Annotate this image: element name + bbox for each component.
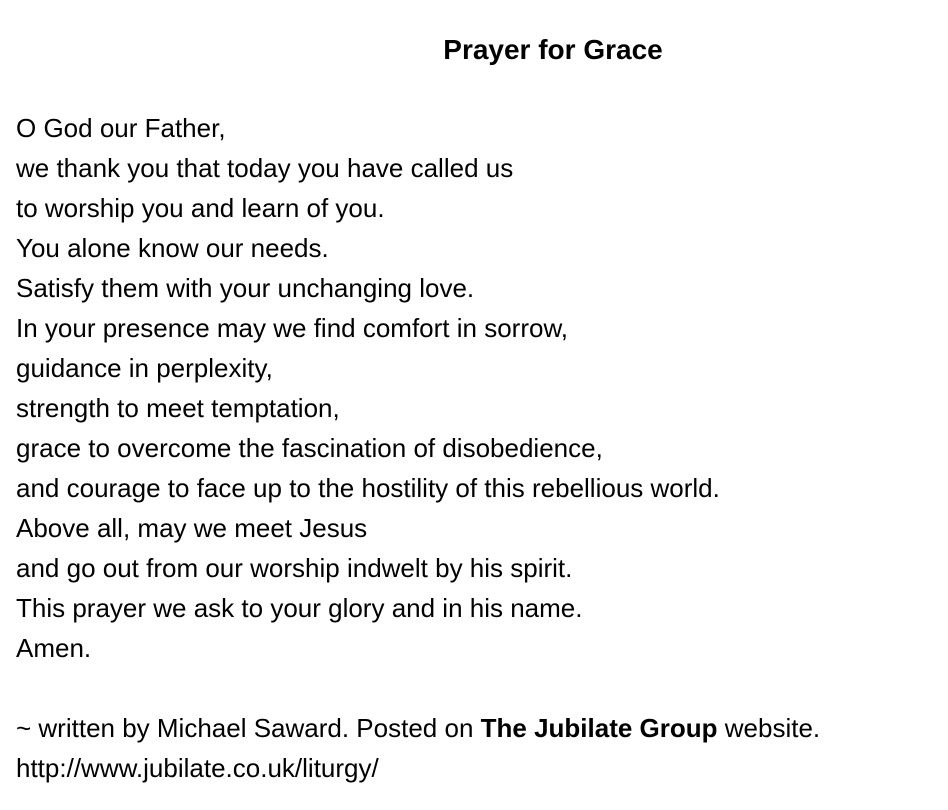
attribution-line [16,708,820,748]
prayer-line: and go out from our worship indwelt by his spirit. [16,553,573,583]
attribution-prefix: ~ written by Michael Saward. Posted on [16,713,481,743]
prayer-line: Satisfy them with your unchanging love. [16,273,475,303]
prayer-line: In your presence may we find comfort in sorrow, [16,313,569,343]
source-name: The Jubilate Group [480,713,718,743]
prayer-line: grace to overcome the fascination of disobedience, [16,433,603,463]
prayer-line: Amen. [16,633,92,663]
prayer-text [16,108,720,668]
prayer-line: This prayer we ask to your glory and in his name. [16,593,583,623]
attribution-suffix: website. [717,713,821,743]
prayer-line: and courage to face up to the hostility of this rebellious world. [16,473,720,503]
prayer-line: O God our Father, [16,113,226,143]
source-url: http://www.jubilate.co.uk/liturgy/ [16,753,379,783]
prayer-line: Above all, may we meet Jesus [16,513,368,543]
prayer-line: You alone know our needs. [16,233,329,263]
prayer-line: to worship you and learn of you. [16,193,385,223]
prayer-line: we thank you that today you have called us [16,153,514,183]
title-text: Prayer for Grace [443,34,663,65]
page-title [0,30,948,70]
prayer-line: guidance in perplexity, [16,353,273,383]
prayer-line: strength to meet temptation, [16,393,340,423]
